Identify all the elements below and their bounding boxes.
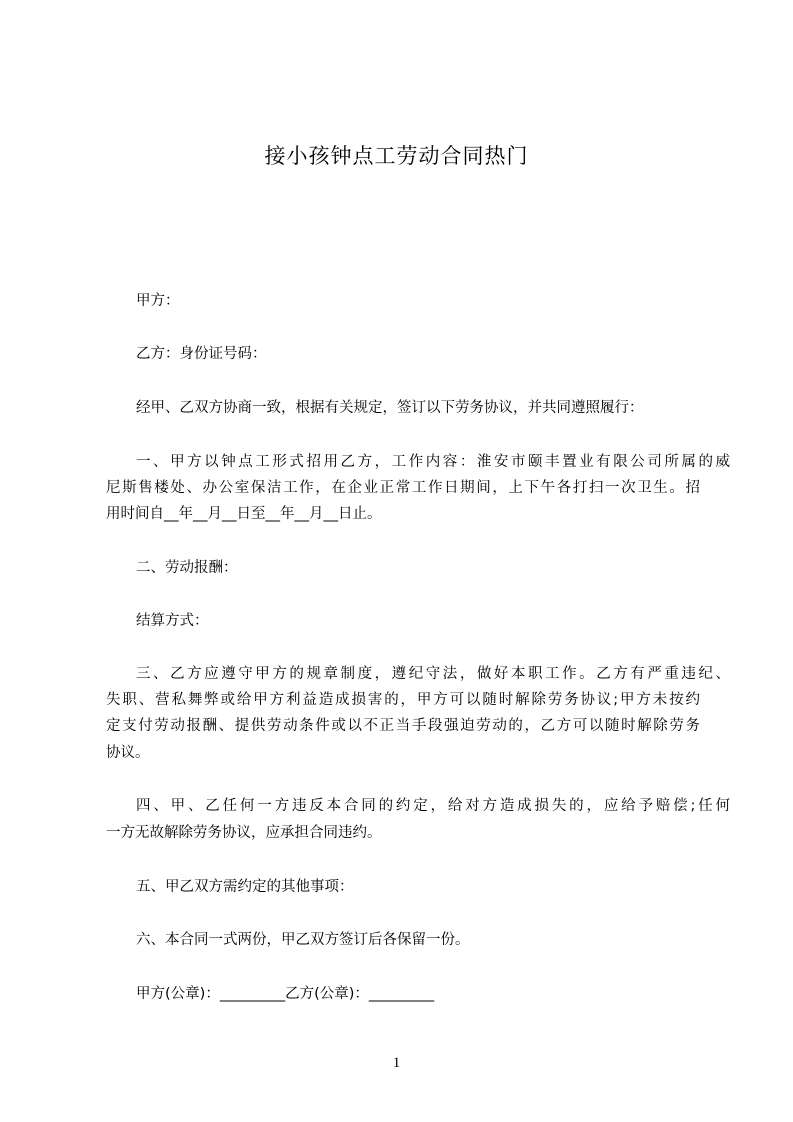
party-b-line: 乙方：身份证号码： (136, 346, 267, 362)
clause3-line-2: 失职、营私舞弊或给甲方利益造成损害的，甲方可以随时解除劳务协议;甲方未按约 (106, 692, 700, 708)
clause5-line: 五、甲乙双方需约定的其他事项： (136, 879, 354, 895)
clause4-line-1: 四、甲、乙任何一方违反本合同的约定，给对方造成损失的，应给予赔偿;任何 (136, 798, 730, 814)
signature-line: 甲方(公章)：_________乙方(公章)：_________ (136, 986, 435, 1002)
party-a-line: 甲方： (136, 293, 180, 309)
clause1-line-1: 一、甲方以钟点工形式招用乙方，工作内容：淮安市颐丰置业有限公司所属的威 (136, 454, 730, 470)
settlement-line: 结算方式： (136, 613, 209, 629)
clause2-line: 二、劳动报酬： (136, 560, 238, 576)
clause3-line-1: 三、乙方应遵守甲方的规章制度，遵纪守法，做好本职工作。乙方有严重违纪、 (136, 666, 730, 682)
document-title: 接小孩钟点工劳动合同热门 (264, 144, 529, 168)
clause3-line-4: 协议。 (106, 745, 150, 761)
page-number: 1 (392, 1055, 401, 1071)
clause1-line-2: 尼斯售楼处、办公室保洁工作，在企业正常工作日期间，上下午各打扫一次卫生。招 (106, 480, 700, 496)
preamble-line: 经甲、乙双方协商一致，根据有关规定，签订以下劳务协议，并共同遵照履行： (136, 400, 644, 416)
clause1-line-3: 用时间自__年__月__日至__年__月__日止。 (106, 506, 382, 522)
clause6-line: 六、本合同一式两份，甲乙双方签订后各保留一份。 (136, 932, 470, 948)
clause3-line-3: 定支付劳动报酬、提供劳动条件或以不正当手段强迫劳动的，乙方可以随时解除劳务 (106, 718, 700, 734)
clause4-line-2: 一方无故解除劳务协议，应承担合同违约。 (106, 825, 382, 841)
